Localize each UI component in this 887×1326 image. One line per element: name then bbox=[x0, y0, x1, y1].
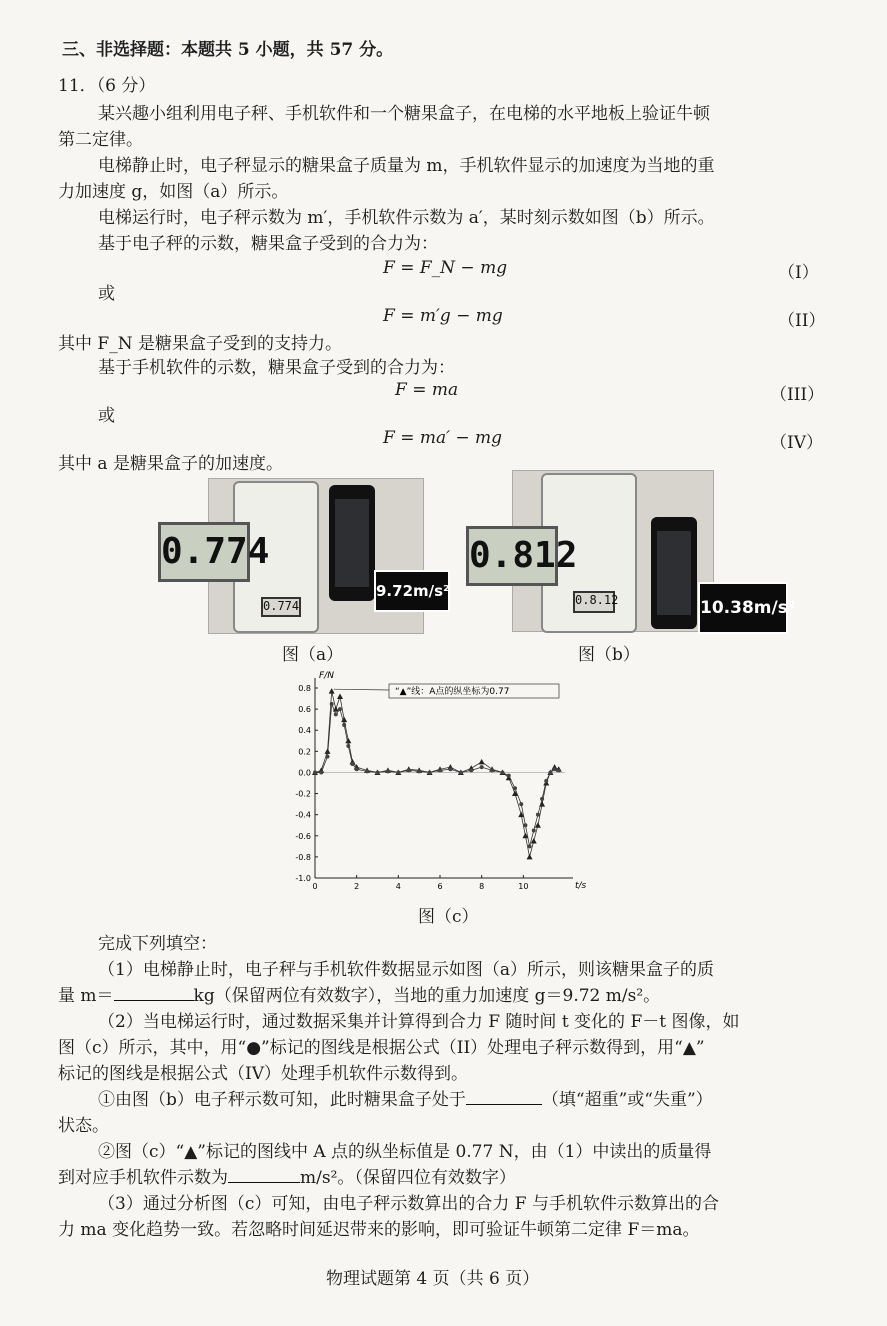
circle-point bbox=[532, 829, 536, 833]
page-footer: 物理试题第 4 页（共 6 页） bbox=[326, 1269, 540, 1289]
intro-p3: 电梯运行时，电子秤示数为 m′，手机软件示数为 a′，某时刻示数如图（b）所示。 bbox=[98, 208, 715, 228]
intro-p1-l1: 某兴趣小组利用电子秤、手机软件和一个糖果盒子，在电梯的水平地板上验证牛顿 bbox=[98, 104, 710, 124]
circle-point bbox=[338, 707, 342, 711]
series-line bbox=[315, 704, 559, 847]
triangle-point bbox=[337, 693, 343, 699]
q2a-prefix: ①由图（b）电子秤示数可知，此时糖果盒子处于 bbox=[98, 1090, 466, 1110]
phone bbox=[651, 517, 697, 629]
accel-tag: 9.72m/s² bbox=[374, 570, 450, 612]
figure-a-caption: 图（a） bbox=[282, 645, 344, 665]
y-axis-label: F/N bbox=[319, 671, 334, 681]
y-tick-label: 0.0 bbox=[298, 768, 311, 778]
series-line bbox=[315, 691, 559, 857]
circle-point bbox=[330, 702, 334, 706]
marks bbox=[312, 688, 562, 859]
q1-line1: （1）电梯静止时，电子秤与手机软件数据显示如图（a）所示，则该糖果盒子的质 bbox=[98, 960, 714, 980]
circle-point bbox=[544, 779, 548, 783]
triangle-point bbox=[479, 759, 485, 765]
intro-p2-l1: 电梯静止时，电子秤显示的糖果盒子质量为 m，手机软件显示的加速度为当地的重 bbox=[98, 156, 715, 176]
x-tick-label: 6 bbox=[437, 882, 443, 891]
equation-3: F = ma bbox=[395, 380, 459, 400]
circle-point bbox=[428, 770, 432, 774]
intro-p4: 基于电子秤的示数，糖果盒子受到的合力为： bbox=[98, 234, 438, 254]
or-2: 或 bbox=[98, 406, 115, 426]
x-tick-label: 2 bbox=[354, 882, 360, 891]
y-tick-label: -0.2 bbox=[295, 789, 311, 799]
q2b-line1: ②图（c）“▲”标记的图线中 A 点的纵坐标值是 0.77 N，由（1）中读出的质量得 bbox=[98, 1142, 712, 1162]
answer-blank-mass[interactable] bbox=[114, 1000, 194, 1001]
y-tick-label: 0.4 bbox=[298, 726, 311, 736]
scale-small-display: 0.774 bbox=[261, 597, 301, 617]
intro-p7: 其中 a 是糖果盒子的加速度。 bbox=[58, 454, 283, 474]
circle-point bbox=[519, 802, 523, 806]
or-1: 或 bbox=[98, 284, 115, 304]
q2a-line1 bbox=[98, 1088, 713, 1112]
circle-point bbox=[548, 770, 552, 774]
triangle-point bbox=[345, 738, 351, 744]
figure-b-caption: 图（b） bbox=[578, 645, 640, 665]
circle-point bbox=[536, 813, 540, 817]
intro-p1-l2: 第二定律。 bbox=[58, 130, 143, 150]
x-tick-label: 4 bbox=[395, 882, 401, 891]
circle-point bbox=[326, 755, 330, 759]
equation-4-label: （IV） bbox=[770, 433, 823, 453]
equation-2-label: （II） bbox=[778, 311, 826, 331]
q2-line3: 标记的图线是根据公式（IV）处理手机软件示数得到。 bbox=[58, 1064, 468, 1084]
scale-reading-display: 0.774 bbox=[158, 522, 250, 582]
circle-point bbox=[313, 770, 317, 774]
circle-point bbox=[513, 786, 517, 790]
circle-point bbox=[557, 768, 561, 772]
q1-line2 bbox=[58, 984, 660, 1008]
circle-point bbox=[459, 770, 463, 774]
circle-point bbox=[507, 774, 511, 778]
q2-line1: （2）当电梯运行时，通过数据采集并计算得到合力 F 随时间 t 变化的 F－t 图像，如 bbox=[98, 1012, 740, 1032]
question-number: 11．（6 分） bbox=[58, 76, 156, 96]
circle-point bbox=[480, 765, 484, 769]
q3-line2: 力 ma 变化趋势一致。若忽略时间延迟带来的影响，即可验证牛顿第二定律 F＝ma。 bbox=[58, 1220, 700, 1240]
scale-small-display: 0.8.12 bbox=[573, 591, 615, 613]
q3-line1: （3）通过分析图（c）可知，由电子秤示数算出的合力 F 与手机软件示数算出的合 bbox=[98, 1194, 719, 1214]
circle-point bbox=[342, 723, 346, 727]
circle-point bbox=[396, 770, 400, 774]
circle-point bbox=[407, 768, 411, 772]
q2b-prefix: 到对应手机软件示数为 bbox=[58, 1168, 228, 1188]
circle-point bbox=[346, 744, 350, 748]
circle-point bbox=[490, 768, 494, 772]
q2-line2: 图（c）所示，其中，用“●”标记的图线是根据公式（II）处理电子秤示数得到，用“▲” bbox=[58, 1038, 705, 1058]
y-tick-label: 0.8 bbox=[298, 684, 311, 693]
q2b-suffix: m/s²。（保留四位有效数字） bbox=[300, 1168, 516, 1188]
figure-c-chart bbox=[285, 668, 585, 896]
answer-blank-state[interactable] bbox=[466, 1104, 542, 1105]
circle-point bbox=[438, 768, 442, 772]
equation-3-label: （III） bbox=[770, 385, 825, 405]
intro-p6: 基于手机软件的示数，糖果盒子受到的合力为： bbox=[98, 358, 455, 378]
y-tick-label: -0.6 bbox=[295, 831, 311, 841]
circle-point bbox=[365, 769, 369, 773]
x-tick-label: 8 bbox=[479, 882, 485, 891]
answer-blank-acceleration[interactable] bbox=[228, 1182, 300, 1183]
circle-point bbox=[469, 768, 473, 772]
annotation-pointer bbox=[334, 689, 389, 690]
circle-point bbox=[523, 823, 527, 827]
intro-p2-l2: 力加速度 g，如图（a）所示。 bbox=[58, 182, 289, 202]
circle-point bbox=[501, 770, 505, 774]
q2b-line2 bbox=[58, 1166, 516, 1190]
circle-point bbox=[448, 767, 452, 771]
q2a-suffix: （填“超重”或“失重”） bbox=[541, 1090, 713, 1110]
figure-c-caption: 图（c） bbox=[418, 907, 479, 927]
circle-point bbox=[334, 712, 338, 716]
x-tick-label: 10 bbox=[518, 882, 529, 891]
q2a-line2: 状态。 bbox=[58, 1116, 109, 1136]
circle-point bbox=[417, 769, 421, 773]
circle-point bbox=[553, 767, 557, 771]
intro-p5: 其中 F_N 是糖果盒子受到的支持力。 bbox=[58, 334, 342, 354]
equation-4: F = ma′ − mg bbox=[383, 428, 503, 448]
circle-point bbox=[319, 770, 323, 774]
q1-prefix: 量 m＝ bbox=[58, 986, 114, 1006]
section-title: 三、非选择题：本题共 5 小题，共 57 分。 bbox=[62, 40, 394, 60]
y-tick-label: 0.2 bbox=[298, 747, 311, 757]
y-tick-label: -1.0 bbox=[295, 874, 311, 883]
scale-reading-display: 0.812 bbox=[466, 526, 558, 586]
y-tick-label: 0.6 bbox=[298, 705, 311, 715]
phone bbox=[329, 485, 375, 601]
y-tick-label: -0.8 bbox=[295, 852, 311, 862]
y-tick-label: -0.4 bbox=[295, 810, 311, 820]
x-tick-label: 0 bbox=[312, 882, 318, 891]
equation-1-label: （I） bbox=[778, 263, 819, 283]
circle-point bbox=[540, 797, 544, 801]
x-axis-label: t/s bbox=[575, 881, 587, 891]
circle-point bbox=[386, 769, 390, 773]
chart-annotation: “▲”线：A点的纵坐标为0.77 bbox=[395, 687, 510, 697]
q1-suffix: kg（保留两位有效数字），当地的重力加速度 g＝9.72 m/s²。 bbox=[193, 986, 661, 1006]
questions-intro: 完成下列填空： bbox=[98, 934, 217, 954]
circle-point bbox=[355, 767, 359, 771]
accel-tag: 10.38m/s² bbox=[698, 582, 788, 634]
circle-point bbox=[528, 844, 532, 848]
equation-1: F = F_N − mg bbox=[383, 258, 508, 278]
circle-point bbox=[351, 762, 355, 766]
circle-point bbox=[376, 770, 380, 774]
equation-2: F = m′g − mg bbox=[383, 306, 503, 326]
triangle-point bbox=[527, 854, 533, 860]
